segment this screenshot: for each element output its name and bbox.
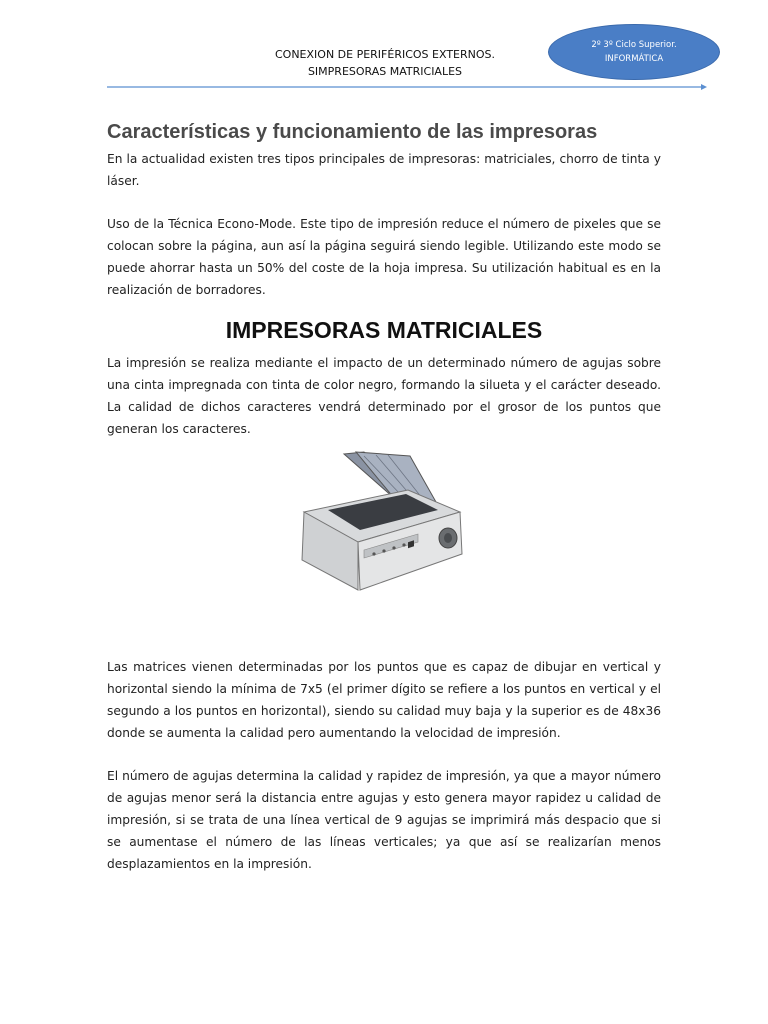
course-badge (548, 24, 720, 80)
paragraph-impression: La impresión se realiza mediante el impacto de un determinado número de agujas sobre una cinta impregnada con tinta de color negro, formando la silueta y el carácter deseado. La calidad de dichos caracteres vendrá determinado por el grosor de los puntos que generan los caracteres. (107, 356, 661, 436)
header-title-line-2: SIMPRESORAS MATRICIALES (307, 65, 463, 78)
header-title-line-1: CONEXION DE PERIFÉRICOS EXTERNOS. (274, 48, 496, 61)
badge-line-1: 2º 3º Ciclo Superior. (591, 40, 677, 50)
dot-matrix-printer-icon (298, 450, 466, 596)
section-heading-characteristics: Características y funcionamiento de las impresoras (107, 121, 598, 143)
header-arrow-rule (107, 84, 707, 90)
paragraph-matrices: Las matrices vienen determinadas por los puntos que es capaz de dibujar en vertical y horizontal siendo la mínima de 7x5 (el primer dígito se refiere a los puntos en vertical y el segundo a los puntos en horizontal), siendo su calidad muy baja y la superior es de 48x36 donde se aumenta la calidad pero aumentando la velocidad de impresión. (107, 660, 661, 740)
section-heading-matrix-printers: IMPRESORAS MATRICIALES (225, 317, 543, 343)
paragraph-printer-types: En la actualidad existen tres tipos principales de impresoras: matriciales, chorro de tinta y láser. (107, 152, 661, 188)
paragraph-needles: El número de agujas determina la calidad y rapidez de impresión, ya que a mayor número de agujas menor será la distancia entre agujas y esto genera mayor rapidez u calidad de impresión, si se trata de una línea vertical de 9 agujas se imprimirá más despacio que si se aumentase el número de las líneas verticales; ya que así se realizarían menos desplazamientos en la impresión. (107, 769, 661, 871)
paragraph-econo-mode: Uso de la Técnica Econo-Mode. Este tipo de impresión reduce el número de pixeles que se colocan sobre la página, aun así la página seguirá siendo legible. Utilizando este modo se puede ahorrar hasta un 50% del coste de la hoja impresa. Su utilización habitual es en la realización de borradores. (107, 217, 661, 297)
document-header-title (230, 46, 540, 80)
badge-line-2: INFORMÁTICA (604, 54, 664, 64)
